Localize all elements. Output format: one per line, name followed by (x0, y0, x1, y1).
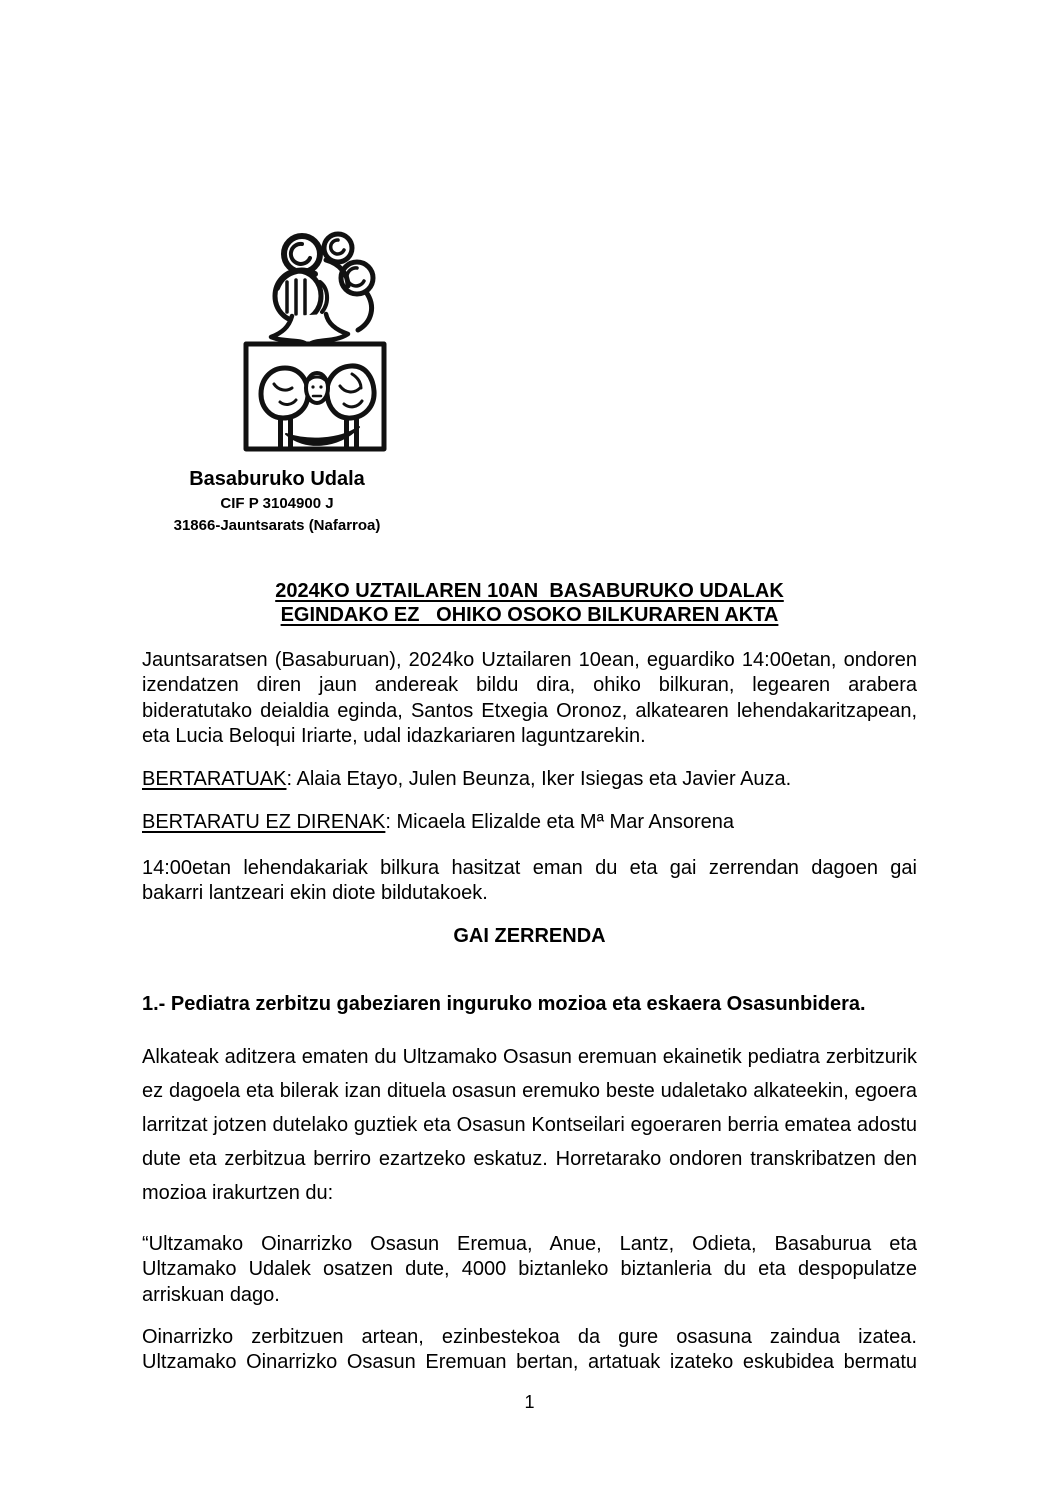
org-cif: CIF P 3104900 J (220, 495, 334, 512)
absent-label: BERTARATU EZ DIRENAK (142, 811, 386, 833)
paragraph-motion-1 (142, 1232, 917, 1308)
absent-line (142, 810, 917, 835)
paragraph-mayor (142, 1040, 917, 1210)
text-line: bideratutako deialdia eginda, Santos Etxegia Oronoz, alkatearen lehendakaritzapean, (142, 699, 917, 722)
text-line: “Ultzamako Oinarrizko Osasun Eremua, Anue, Lantz, Odieta, Basaburua eta (142, 1233, 917, 1255)
attendees-line (142, 767, 917, 792)
text-line: Ultzamako Udalek osatzen dute, 4000 biztanleko biztanleria du eta despopulatze (142, 1258, 917, 1281)
text-line: eta Lucia Beloqui Iriarte, udal idazkariaren laguntzarekin. (142, 725, 646, 748)
paragraph-motion-2 (142, 1325, 917, 1376)
text-line: Alkateak aditzera ematen du Ultzamako Osasun eremuan ekainetik pediatra zerbitzurik (142, 1046, 917, 1068)
text-line: 14:00etan lehendakariak bilkura hasitzat eman du eta gai zerrendan dagoen gai (142, 857, 917, 879)
text-line: dute eta zerbitzua berriro ezartzeko eskatuz. Horretarako ondoren transkribatzen den (142, 1148, 917, 1170)
text-line: Jauntsaratsen (Basaburuan), 2024ko Uztailaren 10ean, eguardiko 14:00etan, ondoren (142, 649, 917, 671)
text-line: mozioa irakurtzen du: (142, 1182, 334, 1204)
attendees-label: BERTARATUAK (142, 768, 287, 790)
text-line: Oinarrizko zerbitzuen artean, ezinbestekoa da gure osasuna zaindua izatea. (142, 1326, 917, 1348)
agenda-heading: GAI ZERRENDA (453, 925, 606, 947)
document-title (142, 579, 917, 627)
text-line: larritzat jotzen dutelako guztiek eta Osasun Kontseilari egoeraren berria ematea adostu (142, 1114, 917, 1136)
org-address: 31866-Jauntsarats (Nafarroa) (173, 517, 381, 534)
coat-of-arms-icon (240, 226, 390, 454)
paragraph-opening (142, 856, 917, 907)
text-line: Ultzamako Oinarrizko Osasun Eremuan bertan, artatuak izateko eskubidea bermatu (142, 1351, 917, 1374)
text-line: arriskuan dago. (142, 1283, 280, 1306)
attendees-names: : Alaia Etayo, Julen Beunza, Iker Isiegas eta Javier Auza. (286, 768, 792, 790)
agenda-item-1-title: 1.- Pediatra zerbitzu gabeziaren inguruko mozioa eta eskaera Osasunbidera. (142, 993, 866, 1015)
text-line: ez dagoela eta bilerak izan dituela osasun eremuko beste udaletako alkateekin, egoera (142, 1080, 917, 1102)
title-line-2: EGINDAKO EZ OHIKO OSOKO BILKURAREN AKTA (280, 604, 779, 626)
page-number: 1 (524, 1392, 535, 1412)
absent-names: : Micaela Elizalde eta Mª Mar Ansorena (385, 811, 735, 833)
title-line-1: 2024KO UZTAILAREN 10AN BASABURUKO UDALAK (275, 580, 784, 602)
text-line: bakarri lantzeari ekin diote bildutakoek. (142, 882, 488, 905)
text-line: izendatzen diren jaun andereak bildu dira, ohiko bilkuran, legearen arabera (142, 674, 917, 697)
paragraph-intro (142, 648, 917, 750)
org-name: Basaburuko Udala (189, 468, 365, 490)
